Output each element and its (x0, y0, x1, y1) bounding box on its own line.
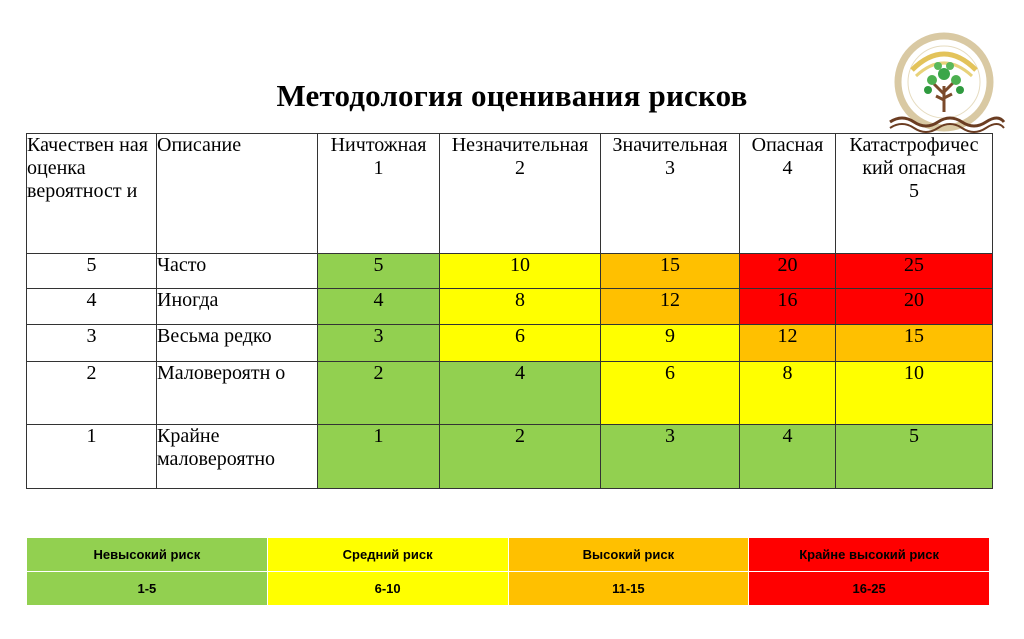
table-row (27, 254, 993, 289)
severity-name: Опасная (751, 134, 824, 156)
risk-score-cell: 5 (318, 254, 440, 289)
risk-score-cell: 20 (740, 254, 836, 289)
severity-header-4 (740, 134, 836, 254)
risk-score-cell: 8 (440, 289, 601, 325)
risk-score-cell: 2 (440, 425, 601, 489)
severity-level: 2 (515, 157, 525, 179)
likelihood-level: 2 (27, 362, 157, 425)
severity-name: Значительная (612, 134, 728, 156)
severity-level: 1 (373, 157, 384, 179)
legend-medium-label: Средний риск (267, 538, 508, 572)
risk-score-cell: 9 (601, 325, 740, 362)
risk-matrix-table (26, 133, 993, 489)
legend-extreme-label: Крайне высокий риск (749, 538, 990, 572)
severity-level: 4 (782, 157, 793, 179)
likelihood-level: 4 (27, 289, 157, 325)
severity-name: Катастрофичес кий опасная (849, 134, 979, 179)
risk-score-cell: 16 (740, 289, 836, 325)
risk-score-cell: 5 (836, 425, 993, 489)
table-row (27, 425, 993, 489)
severity-name: Ничтожная (330, 134, 427, 156)
likelihood-description: Крайне маловероятно (157, 425, 318, 489)
risk-score-cell: 10 (440, 254, 601, 289)
header-row (27, 134, 993, 254)
table-row (27, 289, 993, 325)
severity-header-5 (836, 134, 993, 254)
likelihood-description: Иногда (157, 289, 318, 325)
page-title: Методология оценивания рисков (276, 78, 748, 113)
risk-score-cell: 12 (601, 289, 740, 325)
severity-header-2 (440, 134, 601, 254)
description-header: Описание (157, 134, 318, 254)
risk-score-cell: 3 (601, 425, 740, 489)
legend-low-range: 1-5 (27, 572, 268, 606)
severity-header-1 (318, 134, 440, 254)
risk-legend (26, 537, 990, 606)
likelihood-level: 3 (27, 325, 157, 362)
risk-score-cell: 25 (836, 254, 993, 289)
legend-range-row (27, 572, 990, 606)
risk-score-cell: 1 (318, 425, 440, 489)
likelihood-description: Весьма редко (157, 325, 318, 362)
likelihood-level: 5 (27, 254, 157, 289)
severity-header-3 (601, 134, 740, 254)
risk-score-cell: 4 (740, 425, 836, 489)
severity-name: Незначительная (451, 134, 589, 156)
severity-level: 5 (909, 180, 919, 202)
risk-score-cell: 12 (740, 325, 836, 362)
legend-low-label: Невысокий риск (27, 538, 268, 572)
legend-high-label: Высокий риск (508, 538, 749, 572)
likelihood-header: Качествен ная оценка вероятност и (27, 134, 157, 254)
legend-label-row (27, 538, 990, 572)
legend-extreme-range: 16-25 (749, 572, 990, 606)
risk-score-cell: 8 (740, 362, 836, 425)
risk-score-cell: 2 (318, 362, 440, 425)
legend-high-range: 11-15 (508, 572, 749, 606)
legend-medium-range: 6-10 (267, 572, 508, 606)
risk-score-cell: 10 (836, 362, 993, 425)
table-row (27, 362, 993, 425)
table-row (27, 325, 993, 362)
organization-logo (882, 30, 1010, 140)
likelihood-description: Маловероятн о (157, 362, 318, 425)
risk-score-cell: 4 (318, 289, 440, 325)
risk-score-cell: 15 (836, 325, 993, 362)
risk-score-cell: 6 (601, 362, 740, 425)
risk-score-cell: 4 (440, 362, 601, 425)
severity-level: 3 (665, 157, 675, 179)
likelihood-description: Часто (157, 254, 318, 289)
risk-score-cell: 15 (601, 254, 740, 289)
risk-score-cell: 20 (836, 289, 993, 325)
risk-score-cell: 6 (440, 325, 601, 362)
risk-score-cell: 3 (318, 325, 440, 362)
likelihood-level: 1 (27, 425, 157, 489)
